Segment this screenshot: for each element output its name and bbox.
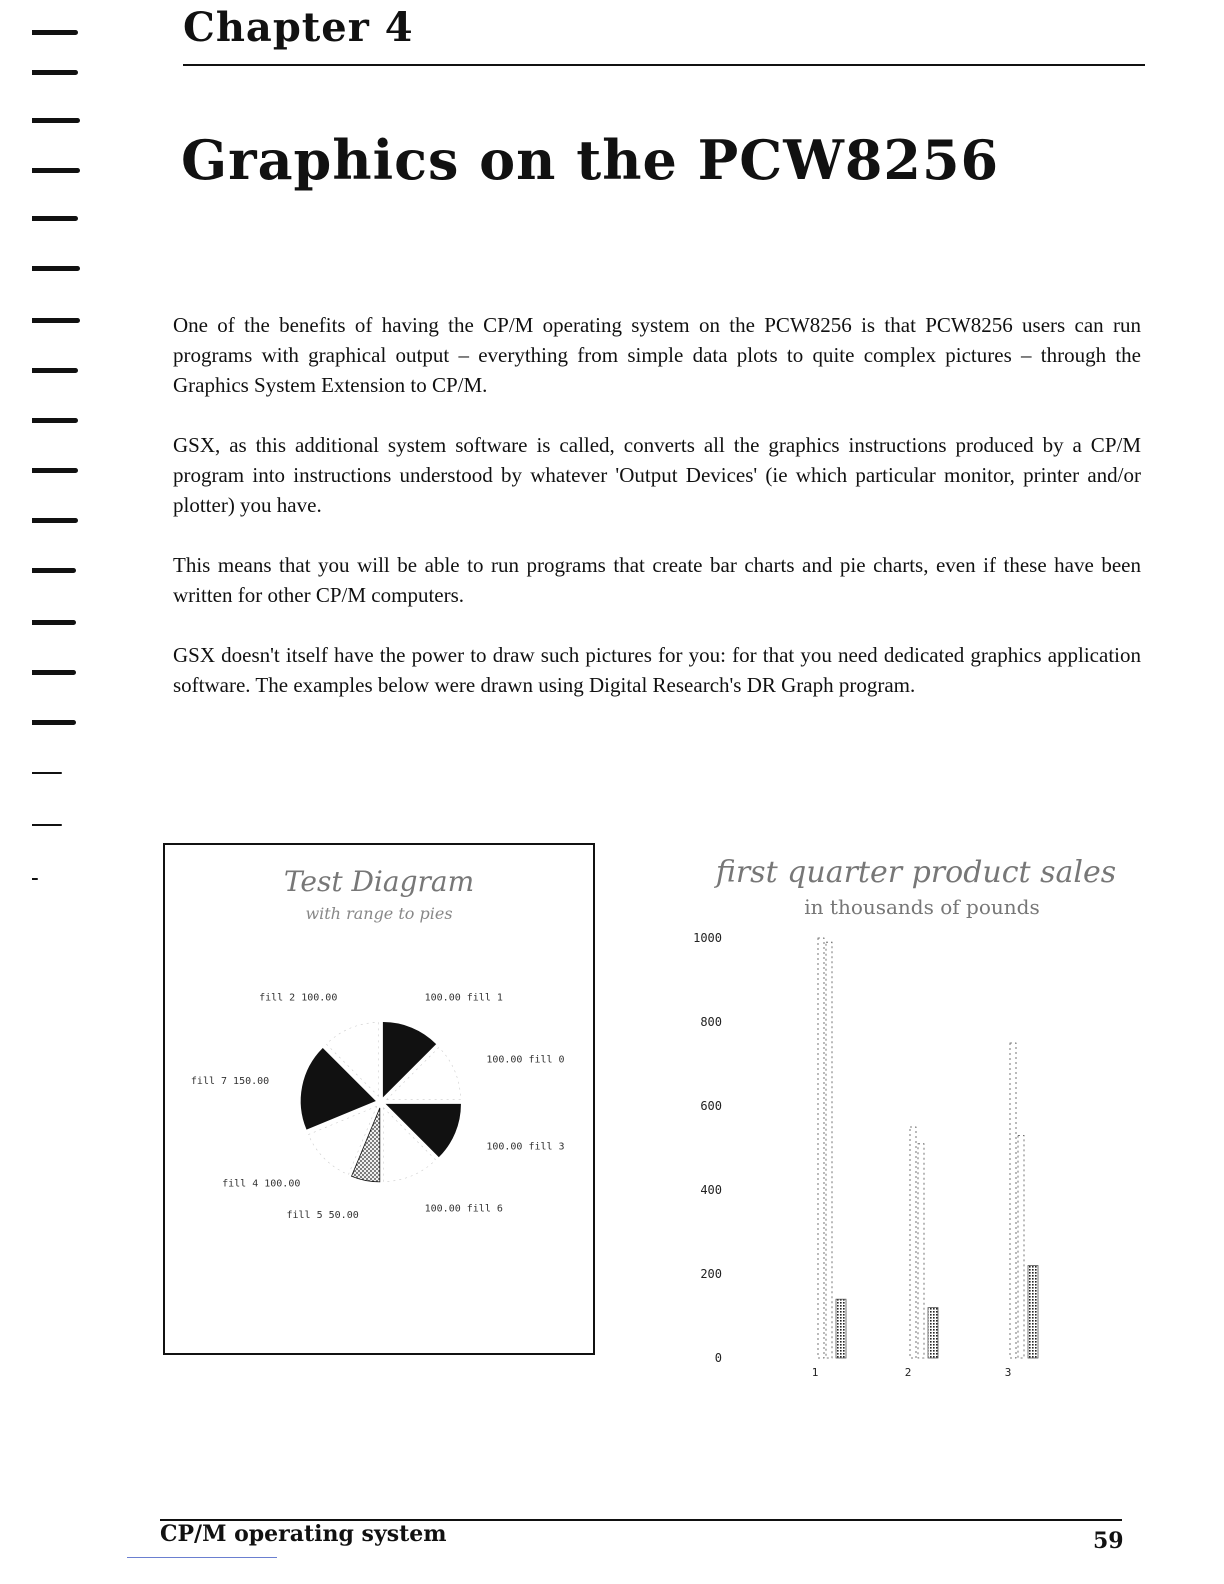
bar (818, 938, 824, 1358)
pie-slice-label: fill 7 150.00 (190, 1075, 270, 1087)
pie-slice (387, 1104, 461, 1156)
paragraph: GSX, as this additional system software is called, converts all the graphics instructions produced by a CP/M program into instructions understood by whatever 'Output Devices' (ie which particular monitor, printer and/or plotter) you have. (173, 433, 1141, 517)
pie-title: Test Diagram (283, 865, 475, 898)
edge-mark (32, 266, 80, 271)
bar-subtitle: in thousands of pounds (804, 895, 1040, 919)
bar-title: first quarter product sales (715, 855, 1117, 890)
edge-mark (32, 824, 62, 826)
y-tick-label: 0 (714, 1351, 722, 1365)
bar (836, 1299, 846, 1358)
pie-slice-label: fill 5 50.00 (286, 1209, 359, 1221)
pie-chart-frame (163, 843, 595, 1355)
bar (1028, 1266, 1038, 1358)
bar (928, 1308, 938, 1358)
y-tick-label: 800 (700, 1015, 722, 1029)
edge-mark (32, 772, 62, 774)
pie-slice-label: 100.00 fill 1 (424, 992, 503, 1004)
edge-mark (32, 620, 76, 625)
chapter-rule (183, 64, 1145, 66)
edge-mark (32, 670, 76, 675)
bar (1010, 1043, 1016, 1358)
body-text (173, 310, 1141, 730)
paragraph: One of the benefits of having the CP/M operating system on the PCW8256 is that PCW8256 users can run programs with graphical output – everything from simple data plots to quite complex pictures – through the Graphics System Extension to CP/M. (173, 313, 1141, 397)
pie-slice (383, 1022, 435, 1096)
bar-chart (660, 840, 1140, 1400)
page-number: 59 (1093, 1528, 1124, 1554)
y-tick-label: 200 (700, 1267, 722, 1281)
x-tick-label: 2 (904, 1366, 912, 1379)
bar (1018, 1135, 1024, 1358)
edge-mark (32, 878, 38, 880)
edge-mark (32, 318, 80, 323)
paragraph: This means that you will be able to run programs that create bar charts and pie charts, even if these have been written for other CP/M computers. (173, 553, 1141, 607)
bar (910, 1127, 916, 1358)
edge-mark (32, 70, 78, 75)
edge-mark (32, 118, 80, 123)
footer-title: CP/M operating system (160, 1521, 447, 1547)
pie-slice (301, 1049, 375, 1130)
corner-line (127, 1557, 277, 1558)
pie-slice-label: 100.00 fill 6 (424, 1203, 503, 1215)
page-title: Graphics on the PCW8256 (181, 128, 1000, 192)
y-tick-label: 600 (700, 1099, 722, 1113)
bar (826, 942, 832, 1358)
edge-mark (32, 216, 78, 221)
bar (918, 1144, 924, 1358)
pie-slice-label: 100.00 fill 0 (486, 1054, 565, 1066)
pie-slice (352, 1108, 380, 1182)
pie-slice-label: fill 4 100.00 (222, 1178, 301, 1190)
y-tick-label: 1000 (693, 931, 722, 945)
pie-slice-label: 100.00 fill 3 (486, 1141, 565, 1153)
pie-slice-label: fill 2 100.00 (259, 992, 338, 1004)
edge-mark (32, 720, 76, 725)
pie-subtitle: with range to pies (305, 904, 453, 923)
chapter-label: Chapter 4 (183, 4, 414, 51)
edge-mark (32, 30, 78, 35)
y-tick-label: 400 (700, 1183, 722, 1197)
pie-chart (165, 845, 593, 1353)
x-tick-label: 1 (811, 1366, 819, 1379)
edge-mark (32, 168, 80, 173)
edge-mark (32, 368, 78, 373)
edge-mark (32, 418, 78, 423)
edge-mark (32, 568, 76, 573)
paragraph: GSX doesn't itself have the power to draw such pictures for you: for that you need dedicated graphics application software. The examples below were drawn using Digital Research's DR Graph program. (173, 643, 1141, 697)
x-tick-label: 3 (1004, 1366, 1012, 1379)
edge-mark (32, 518, 78, 523)
page-edge-thumb-marks (32, 20, 92, 900)
edge-mark (32, 468, 78, 473)
bar-chart-area (660, 840, 1140, 1400)
